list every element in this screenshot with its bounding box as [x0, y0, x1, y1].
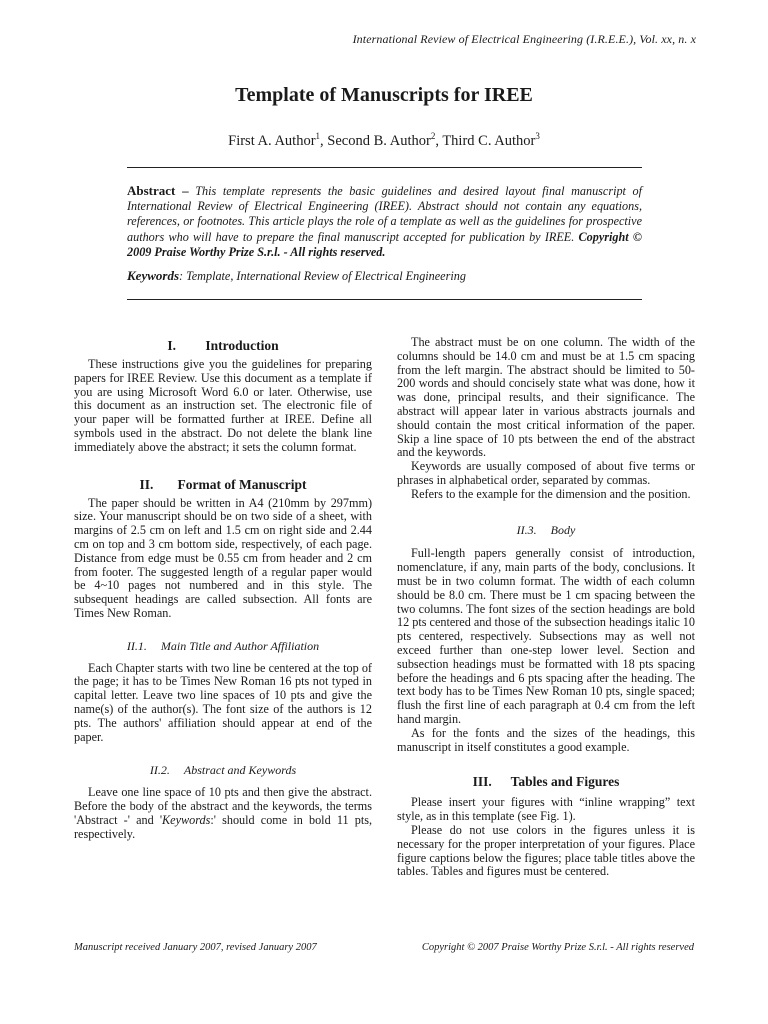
author-name: First A. Author — [228, 133, 316, 149]
subsection-heading-title-affiliation — [74, 640, 372, 654]
paragraph: These instructions give you the guidelines for preparing papers for IREE Review. Use this document as a template if you are using Microsoft Word 6.0 or later. Otherwise, use this document as an instruction set. The electronic file of your paper will be formatted further at IREE. Define all symbols used in the abstract. Do not delete the blank line immediately above the abstract; it sets the column format. — [74, 357, 372, 454]
paper-title: Template of Manuscripts for IREE — [235, 84, 533, 106]
section-title: Format of Manuscript — [177, 476, 307, 492]
section-heading-format — [74, 475, 372, 497]
paragraph: Keywords are usually composed of about five terms or phrases in alphabetical order, separated by commas. — [397, 459, 695, 487]
paragraph-text: :' should come in bold 11 pts, respectively. — [74, 812, 372, 841]
paragraph — [74, 786, 372, 841]
keywords-term: Keywords — [162, 812, 211, 827]
footer-received-note: Manuscript received January 2007, revised January 2007 — [74, 942, 317, 953]
abstract-copyright: Copyright © 2009 Praise Worthy Prize S.r.l. - All rights reserved. — [127, 229, 642, 259]
subsection-number: II.3. — [516, 522, 537, 537]
section-title: Introduction — [205, 338, 279, 353]
paragraph: Full-length papers generally consist of introduction, nomenclature, if any, main parts of the body, conclusions. It must be in two column format. The width of each column should be 8.0 cm. There must be 1 cm spacing between the two columns. The font sizes of the section headings are bold 12 pts centered and those of the subsection headings italic 10 pts centered, respectively. Subsections may as well not exceed further than one-step lower level. Section and subsection headings must be formatted with 18 pts spacing before the headings and 6 pts spacing after the heading. The text body has to be Times New Roman 10 pts, single spaced; flush the first line of each paragraph at 0.4 cm from the left hand margin. — [397, 546, 695, 726]
paragraph: The abstract must be on one column. The width of the columns should be 14.0 cm and must be at 1.5 cm spacing from the left margin. The abstract should be limited to 50-200 words and should concisely state what was done, how it was done, principal results, and their significance. The abstract will appear later in various abstracts journals and should contain the most critical information of the paper. Skip a line space of 10 pts between the end of the abstract and the keywords. — [397, 335, 695, 460]
footer-copyright: Copyright © 2007 Praise Worthy Prize S.r.l. - All rights reserved — [421, 942, 694, 953]
right-column — [397, 336, 695, 879]
author-separator: , — [435, 133, 443, 149]
divider-bottom — [127, 299, 642, 300]
subsection-title: Main Title and Author Affiliation — [160, 638, 320, 653]
subsection-title: Body — [550, 522, 576, 537]
paragraph: The paper should be written in A4 (210mm by 297mm) size. Your manuscript should be on two side of a sheet, with margins of 2.5 cm on left and 1.5 cm on right side and 2.44 cm on top and 3 cm bottom side, respectively, of each page. Distance from edge must be 0.55 cm from header and 2 cm from footer. The suggested length of a regular paper would be 4~10 pages not numbered and in this style. The subsequent headings are called subsection. All fonts are Times New Roman. — [74, 495, 372, 620]
subsection-heading-abstract-keywords — [74, 764, 372, 778]
subsection-number: II.2. — [149, 763, 170, 778]
paragraph: Please insert your figures with “inline wrapping” text style, as in this template (see Fig. 1). — [397, 795, 695, 824]
abstract-label: Abstract – — [127, 183, 189, 198]
author-separator: , — [320, 133, 328, 149]
section-title: Tables and Figures — [510, 774, 620, 790]
author-affiliation-number: 3 — [535, 131, 540, 142]
paragraph: As for the fonts and the sizes of the headings, this manuscript in itself constitutes a good example. — [397, 725, 695, 754]
paragraph-text: Leave one line space of 10 pts and then give the abstract. Before the body of the abstract and the keywords, the terms 'Abstract -' and ' — [74, 785, 372, 827]
abstract-block — [127, 183, 642, 260]
author-affiliation-number: 1 — [315, 131, 321, 142]
author-list — [0, 133, 768, 150]
section-number: II. — [139, 476, 154, 492]
running-header: International Review of Electrical Engineering (I.R.E.E.), Vol. xx, n. x — [352, 32, 696, 46]
paragraph: Each Chapter starts with two line be centered at the top of the page; it has to be Times New Roman 16 pts not typed in capital letter. Leave two line spaces of 10 pts and give the name(s) of the author(s). The font size of the authors is 12 pts. The authors' affiliation should appear at end of the paper. — [74, 660, 372, 744]
section-number: III. — [472, 774, 492, 790]
left-column — [74, 336, 372, 841]
keywords-label: Keywords — [127, 268, 179, 283]
keywords-block — [127, 268, 642, 284]
subsection-heading-body — [397, 524, 695, 538]
divider-top — [127, 167, 642, 168]
author-affiliation-number: 2 — [430, 131, 436, 142]
subsection-number: II.1. — [126, 638, 147, 653]
section-heading-tables-figures — [397, 772, 695, 794]
paragraph: Refers to the example for the dimension and the position. — [411, 486, 691, 501]
author-name: Third C. Author — [442, 133, 536, 149]
section-heading-introduction — [74, 336, 372, 358]
author-name: Second B. Author — [327, 133, 431, 149]
subsection-title: Abstract and Keywords — [183, 763, 297, 778]
section-number: I. — [167, 338, 176, 353]
paragraph: Please do not use colors in the figures unless it is necessary for the proper interpretation of your figures. Place figure captions below the figures; place table titles above the tables. Tables and figures must be centered. — [397, 822, 695, 879]
abstract-text: This template represents the basic guidelines and desired layout final manuscript of International Review of Electrical Engineering (IREE). Abstract should not contain any equations, references, or footnotes. This article plays the role of a template as well as the guidelines for prospective authors who will have to prepare the final manuscript accepted for publication by IREE. — [127, 184, 642, 244]
keywords-text: : Template, International Review of Electrical Engineering — [179, 269, 466, 283]
